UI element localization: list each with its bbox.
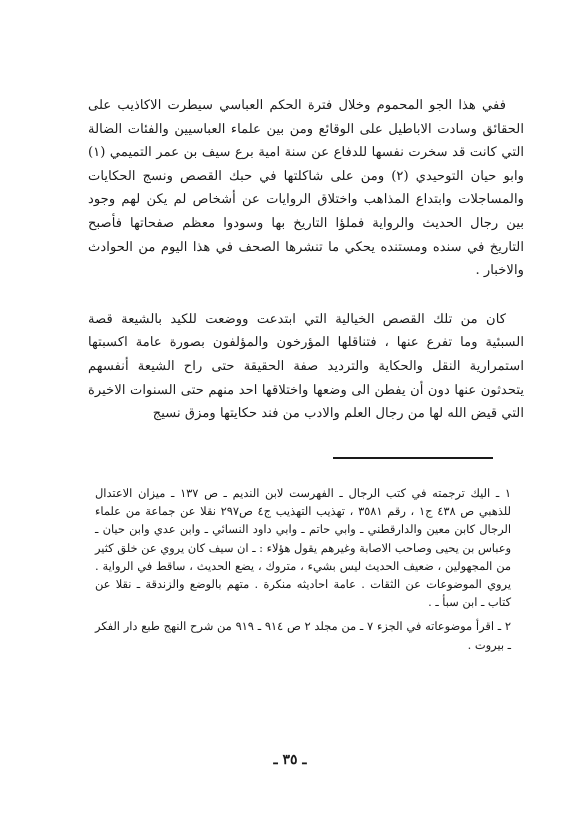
body-paragraph-2: كان من تلك القصص الخيالية التي ابتدعت ووضعت للكيد بالشيعة قصة السبئية وما تفرع عنها ، فتناقلها المؤرخون والمؤلفون بصورة عامة اكسبتها استمرارية النقل والحكاية والترديد صفة الحقيقة حتى راح الشيعة أنفسهم يتحدثون عنها دون أن يفطن الى وضعها واختلاقها احد منهم حتى السنوات الاخيرة التي قيض الله لها من رجال العلم والادب من فند حكايتها ومزق نسيج bbox=[88, 311, 524, 422]
footnote-1: ١ ـ اليك ترجمته في كتب الرجال ـ الفهرست لابن النديم ـ ص ١٣٧ ـ ميزان الاعتدال للذهبي ص ٤٣٨ ج١ ، رقم ٣٥٨١ ، تهذيب التهذيب ج٤ ص٢٩٧ نقلا عن جماعة من علماء الرجال كابن معين والدارقطني ـ وابي حاتم ـ وابي داود النسائي ـ وابن عدي وابن حيان ـ وعباس بن يحيى وصاحب الاصابة وغيرهم يقول هؤلاء : ـ ان سيف كان يروي عن خلق كثير من المجهولين ، ضعيف الحديث ليس بشيء ، متروك ، يضع الحديث ، ساقط في الرواية . يروي الموضوعات عن الثقات . عامة احاديثه منكرة . متهم بالوضع والزندقة ـ نقلا عن كتاب ـ ابن سبأ ـ . bbox=[95, 486, 511, 610]
body-paragraph-1: ففي هذا الجو المحموم وخلال فترة الحكم العباسي سيطرت الاكاذيب على الحقائق وسادت الاباطيل على الوقائع ومن بين علماء العباسيين والفئات الضالة التي كانت قد سخرت نفسها للدفاع عن سنة امية برع سيف بن عمر التميمي (١) وابو حيان التوحيدي (٢) ومن على شاكلتها في حبك القصص ونسج الحكايات والمساجلات وابتداع المذاهب واختلاق الروايات عن أشخاص لم يكن لهم وجود بين رجال الحديث والرواية فملؤا التاريخ بها وسودوا معظم صفحاتها فأصبح التاريخ في سنده ومستنده يحكي ما تنشرها الصحف في هذا اليوم من الحوادث والاخبار . bbox=[88, 98, 525, 279]
page-number: ـ ٣٥ ـ bbox=[273, 752, 307, 768]
footnotes bbox=[95, 484, 511, 654]
footnote-2: ٢ ـ اقرأ موضوعاته في الجزء ٧ ـ من مجلد ٢ ص ٩١٤ ـ ٩١٩ من شرح النهج طبع دار الفكر ـ بيروت . bbox=[95, 619, 511, 652]
main-text bbox=[88, 94, 524, 426]
footnote-divider bbox=[333, 457, 493, 459]
